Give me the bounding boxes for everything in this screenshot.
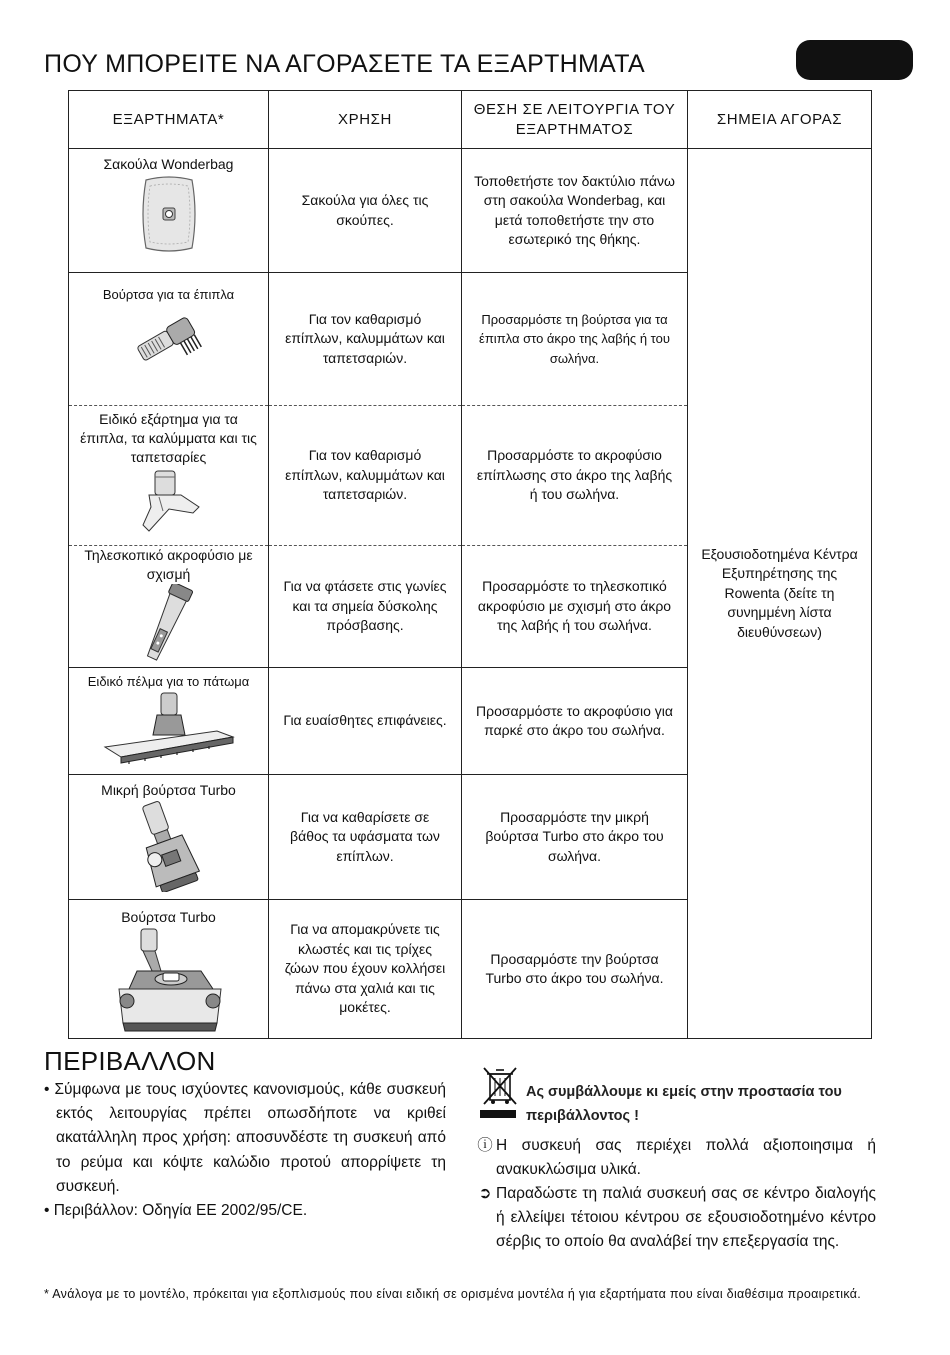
use-cell xyxy=(269,273,462,406)
placement-cell xyxy=(462,406,688,546)
footnote: * Ανάλογα με το μοντέλο, πρόκειται για εξοπλισμούς που είναι ειδική σε ορισμένα μοντέλα ή για εξαρτήματα που είναι διαθέσιμα προαιρετικά. xyxy=(44,1287,862,1301)
use-cell xyxy=(269,775,462,900)
accessory-cell xyxy=(69,406,269,546)
header-accessories: ΕΞΑΡΤΗΜΑΤΑ* xyxy=(69,91,269,149)
header-placement-label: ΘΕΣΗ ΣΕ ΛΕΙΤΟΥΡΓΙΑ ΤΟΥ ΕΞΑΡΤΗΜΑΤΟΣ xyxy=(473,100,676,138)
page-title: ΠΟΥ ΜΠΟΡΕΙΤΕ ΝΑ ΑΓΟΡΑΣΕΤΕ ΤΑ ΕΞΑΡΤΗΜΑΤΑ xyxy=(44,50,645,78)
environment-bold-note: Ας συμβάλλουμε κι εμείς στην προστασία του περιβάλλοντος ! xyxy=(526,1084,842,1124)
accessories-table xyxy=(68,90,872,1039)
placement-text: Προσαρμόστε το ακροφύσιο επίπλωσης στο άκρο της λαβής ή του σωλήνα. xyxy=(476,447,673,503)
placement-cell xyxy=(462,775,688,900)
purchase-points-cell xyxy=(688,149,872,1039)
use-cell xyxy=(269,668,462,775)
language-tab xyxy=(796,40,913,80)
arrow-icon: ➲ xyxy=(478,1185,492,1202)
placement-cell xyxy=(462,273,688,406)
placement-cell xyxy=(462,546,688,668)
info-note xyxy=(476,1134,876,1182)
mini-turbo-brush-icon xyxy=(129,800,209,892)
use-text: Για τον καθαρισμό επίπλων, καλυμμάτων και ταπετσαριών. xyxy=(285,447,445,503)
placement-text: Προσαρμόστε το ακροφύσιο για παρκέ στο άκρο του σωλήνα. xyxy=(476,702,673,738)
use-cell xyxy=(269,406,462,546)
instruction-note xyxy=(476,1182,876,1255)
upholstery-nozzle-icon xyxy=(129,467,209,533)
placement-text: Προσαρμόστε την μικρή βούρτσα Turbo στο άκρο του σωλήνα. xyxy=(485,808,664,864)
accessory-cell xyxy=(69,900,269,1039)
use-text: Σακούλα για όλες τις σκούπες. xyxy=(301,192,429,228)
info-note-text: Η συσκευή σας περιέχει πολλά αξιοποιησιμα ή ανακυκλώσιμα υλικά. xyxy=(496,1137,876,1179)
turbo-brush-icon xyxy=(109,927,229,1035)
accessory-name: Τηλεσκοπικό ακροφύσιο με σχισμή xyxy=(84,547,253,582)
environment-bullet: • Περιβάλλον: Οδηγία ΕΕ 2002/95/CE. xyxy=(44,1202,308,1220)
info-icon: ⓘ xyxy=(477,1137,493,1154)
accessory-name: Ειδικό εξάρτημα για τα έπιπλα, τα καλύμματα και τις ταπετσαρίες xyxy=(80,411,257,465)
placement-text: Προσαρμόστε τη βούρτσα για τα έπιπλα στο άκρο της λαβής ή του σωλήνα. xyxy=(479,311,670,366)
environment-bullet-text: Περιβάλλον: Οδηγία ΕΕ 2002/95/CE. xyxy=(53,1202,308,1220)
accessory-name: Σακούλα Wonderbag xyxy=(103,156,234,172)
use-cell xyxy=(269,546,462,668)
header-purchase-points: ΣΗΜΕΙΑ ΑΓΟΡΑΣ xyxy=(688,91,872,149)
environment-bullets xyxy=(44,1078,446,1223)
environment-title: ΠΕΡΙΒΑΛΛΟΝ xyxy=(44,1046,216,1076)
placement-text: Προσαρμόστε την βούρτσα Turbo στο άκρο του σωλήνα. xyxy=(485,950,664,986)
placement-text: Τοποθετήστε τον δακτύλιο πάνω στη σακούλα Wonderbag, και μετά τοποθετήστε την στο εσωτερικό της θήκης. xyxy=(474,172,675,247)
placement-cell xyxy=(462,900,688,1039)
placement-cell xyxy=(462,149,688,273)
environment-bullet: • Σύμφωνα με τους ισχύοντες κανονισμούς, κάθε συσκευή εκτός λειτουργίας πρέπει οπωσδήποτε να κριθεί ακατάλληλη προς χρήση: αποσυνδέστε τη συσκευή από το ρεύμα και κόψτε καλώδιο προτού απορρίψετε τη συσκευή. xyxy=(44,1081,447,1195)
accessory-cell xyxy=(69,546,269,668)
use-text: Για να καθαρίσετε σε βάθος τα υφάσματα των επίπλων. xyxy=(290,808,440,864)
use-text: Για τον καθαρισμό επίπλων, καλυμμάτων και ταπετσαριών. xyxy=(285,310,445,366)
table-row xyxy=(69,149,872,273)
accessory-cell xyxy=(69,775,269,900)
bag-icon xyxy=(134,174,204,254)
environment-bullet-text: Σύμφωνα με τους ισχύοντες κανονισμούς, κάθε συσκευή εκτός λειτουργίας πρέπει οπωσδήποτε να κριθεί ακατάλληλη προς χρήση: αποσυνδέστε τη συσκευή από το ρεύμα και κόψτε καλώδιο προτού απορρίψετε τη συσκευή. xyxy=(54,1081,447,1195)
furniture-brush-icon xyxy=(129,304,209,374)
accessory-name: Μικρή βούρτσα Turbo xyxy=(101,782,236,798)
instruction-note-text: Παραδώστε τη παλιά συσκευή σας σε κέντρο διαλογής ή ελλείψει τέτοιου κέντρου σε εξουσιοδοτημένο κέντρο σέρβις το οποίο θα αναλάβεί την επεξεργασία της. xyxy=(496,1185,876,1251)
use-text: Για ευαίσθητες επιφάνειες. xyxy=(283,712,447,729)
parquet-nozzle-icon xyxy=(99,691,239,765)
accessory-name: Βούρτσα Turbo xyxy=(121,909,216,925)
use-cell xyxy=(269,149,462,273)
accessory-name: Βούρτσα για τα έπιπλα xyxy=(102,287,235,302)
header-use: ΧΡΗΣΗ xyxy=(269,91,462,149)
accessory-cell xyxy=(69,149,269,273)
placement-cell xyxy=(462,668,688,775)
crossed-bin-icon xyxy=(482,1066,518,1106)
placement-text: Προσαρμόστε το τηλεσκοπικό ακροφύσιο με σχισμή στο άκρο της λαβής ή του σωλήνα. xyxy=(477,578,672,634)
bin-underline-bar xyxy=(480,1110,516,1118)
header-placement xyxy=(462,91,688,149)
use-text: Για να απομακρύνετε τις κλωστές και τις τρίχες ζώων που έχουν κολλήσει πάνω στα χαλιά και τις μοκέτες. xyxy=(284,921,446,1016)
accessory-name: Ειδικό πέλμα για το πάτωμα xyxy=(87,674,250,689)
use-cell xyxy=(269,900,462,1039)
table-header-row xyxy=(69,91,872,149)
accessory-cell xyxy=(69,273,269,406)
crevice-tool-icon xyxy=(129,584,209,664)
purchase-points-text: Εξουσιοδοτημένα Κέντρα Εξυπηρέτησης της Rowenta (δείτε τη συνημμένη λίστα διευθύνσεων) xyxy=(701,545,858,640)
use-text: Για να φτάσετε στις γωνίες και τα σημεία δύσκολης πρόσβασης. xyxy=(283,578,447,634)
accessory-cell xyxy=(69,668,269,775)
